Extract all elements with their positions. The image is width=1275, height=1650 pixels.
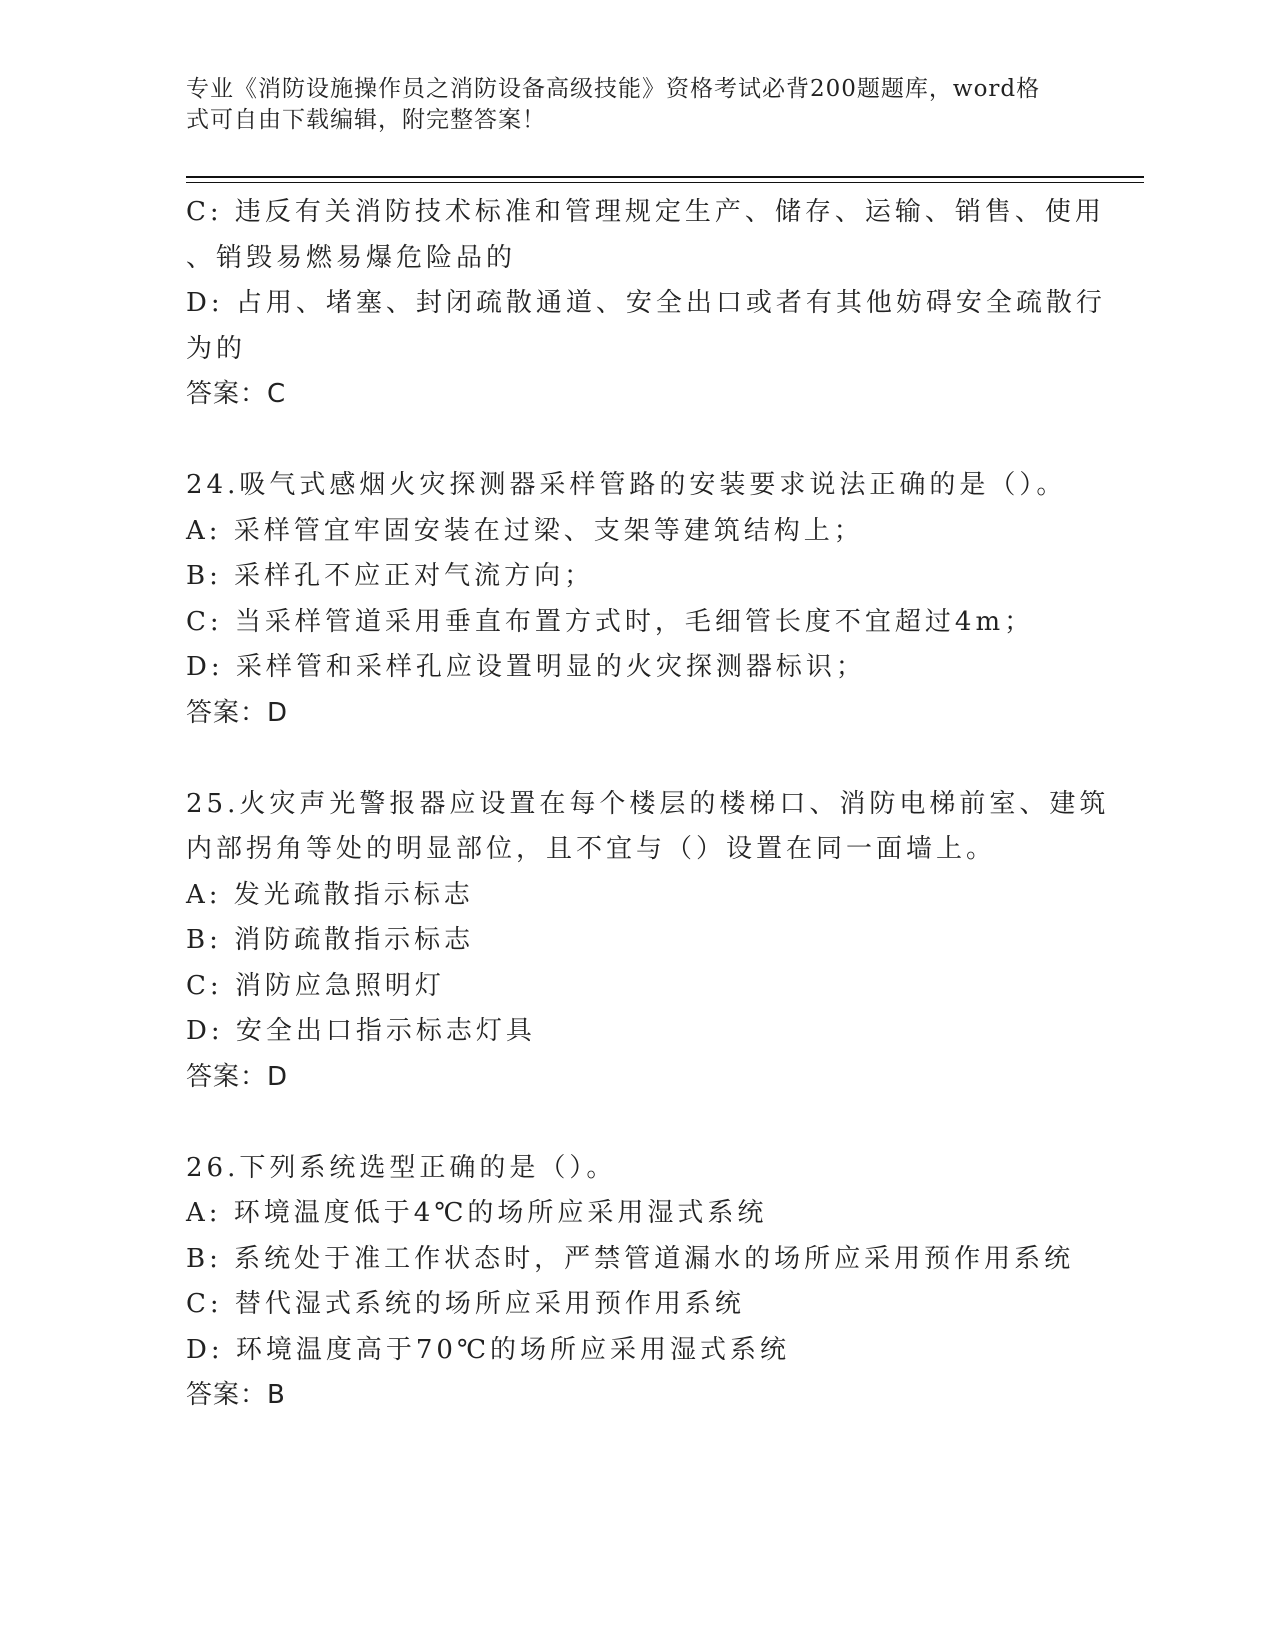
question-24 [186, 463, 1086, 736]
q24-option-b: B: 采样孔不应正对气流方向； [186, 561, 595, 591]
q23-option-d-line-2: 为的 [186, 333, 247, 364]
q24-option-c: C: 当采样管道采用垂直布置方式时，毛细管长度不宜超过4m； [186, 606, 1035, 637]
q26-option-c: C: 替代湿式系统的场所应采用预作用系统 [186, 1289, 745, 1319]
header-rule-thick [186, 176, 1144, 178]
q24-answer: 答案：D [186, 697, 289, 728]
q26-option-a: A: 环境温度低于4℃的场所应采用湿式系统 [186, 1198, 768, 1228]
q23-option-d-line-1: D: 占用、堵塞、封闭疏散通道、安全出口或者有其他妨碍安全疏散行 [186, 288, 1106, 318]
q25-question-line-1: 25.火灾声光警报器应设置在每个楼层的楼梯口、消防电梯前室、建筑 [186, 788, 1110, 819]
q23-option-c-line-1: C: 违反有关消防技术标准和管理规定生产、储存、运输、销售、使用 [186, 197, 1105, 227]
question-list [186, 190, 1110, 1419]
q26-question: 26.下列系统选型正确的是（）。 [186, 1152, 617, 1183]
q24-option-a: A: 采样管宜牢固安装在过梁、支架等建筑结构上； [186, 515, 864, 546]
question-25 [186, 782, 1110, 1101]
q26-option-d: D: 环境温度高于70℃的场所应采用湿式系统 [186, 1334, 791, 1365]
q25-option-c: C: 消防应急照明灯 [186, 970, 445, 1001]
q26-option-b: B: 系统处于准工作状态时，严禁管道漏水的场所应采用预作用系统 [186, 1243, 1075, 1274]
header-line-1: 专业《消防设施操作员之消防设备高级技能》资格考试必背200题题库，word格 [186, 76, 1041, 102]
spacer [186, 736, 1086, 782]
header-rule-thin [186, 182, 1144, 183]
q25-option-b: B: 消防疏散指示标志 [186, 925, 475, 955]
q23-option-c-line-2: 、销毁易燃易爆危险品的 [186, 242, 517, 273]
q23-answer: 答案：C [186, 379, 287, 409]
document-header [186, 74, 1066, 136]
question-23 [186, 190, 1106, 418]
q25-option-a: A: 发光疏散指示标志 [186, 879, 474, 910]
q24-question: 24.吸气式感烟火灾探测器采样管路的安装要求说法正确的是（）。 [186, 470, 1067, 500]
header-line-2: 式可自由下载编辑，附完整答案！ [186, 107, 546, 133]
spacer [186, 1100, 1086, 1146]
q25-option-d: D: 安全出口指示标志灯具 [186, 1016, 536, 1046]
q25-question-line-2: 内部拐角等处的明显部位，且不宜与（）设置在同一面墙上。 [186, 834, 997, 864]
q25-answer: 答案：D [186, 1061, 289, 1092]
question-26 [186, 1146, 1086, 1419]
q24-option-d: D: 采样管和采样孔应设置明显的火灾探测器标识； [186, 652, 866, 682]
spacer [186, 418, 1086, 464]
q26-answer: 答案：B [186, 1380, 286, 1410]
